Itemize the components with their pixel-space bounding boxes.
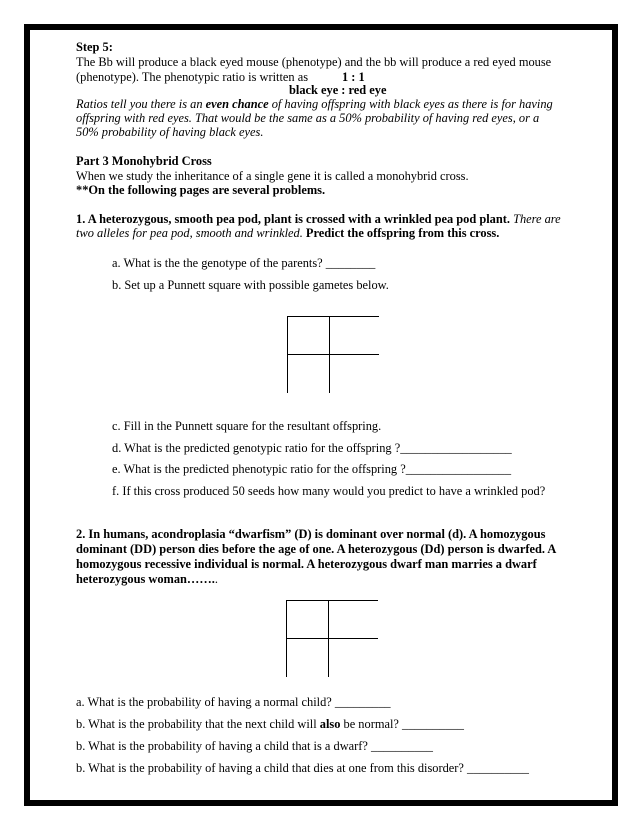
problem1-note-a: There are [509, 212, 561, 226]
punnett-square-2 [286, 600, 378, 678]
problem2-question-b-start: b. What is the probability that the next child will [76, 717, 320, 731]
punnett-1-top-line [287, 316, 379, 317]
problem2-question-b [76, 717, 464, 732]
punnett-2-center-line [328, 600, 329, 677]
punnett-square-1 [287, 316, 379, 394]
step5-ratio: 1 : 1 [342, 70, 365, 84]
step5-italic-text-a: Ratios tell you there is an [76, 97, 206, 111]
problem1-question-f: f. If this cross produced 50 seeds how many would you predict to have a wrinkled pod? [112, 484, 546, 498]
part3-line-1: When we study the inheritance of a single gene it is called a monohybrid cross. [76, 169, 469, 183]
step5-line-2 [76, 70, 308, 85]
step5-ratio-label: black eye : red eye [289, 83, 387, 97]
punnett-1-left-line [287, 316, 288, 393]
step5-italic-line-1 [76, 97, 553, 112]
problem2-line-1: 2. In humans, acondroplasia “dwarfism” (D) is dominant over normal (d). A homozygous [76, 527, 546, 541]
problem2-line-2: dominant (DD) person dies before the age of one. A heterozygous (Dd) person is dwarfed. A [76, 542, 557, 556]
problem1-question-a: a. What is the the genotype of the parents? ________ [112, 256, 376, 270]
problem1-question-b: b. Set up a Punnett square with possible gametes below. [112, 278, 389, 292]
problem2-line-3: homozygous recessive individual is normal. A heterozygous dwarf man marries a dwarf [76, 557, 537, 571]
problem1-question-c: c. Fill in the Punnett square for the resultant offspring. [112, 419, 382, 433]
problem1-line-2 [76, 226, 499, 241]
problem1-question-d: d. What is the predicted genotypic ratio for the offspring ?__________________ [112, 441, 512, 455]
problem2-statement-end: heterozygous woman……. [76, 572, 215, 586]
problem2-question-d: b. What is the probability of having a child that dies at one from this disorder? __________ [76, 761, 529, 775]
step5-heading: Step 5: [76, 40, 113, 54]
punnett-1-center-line [329, 316, 330, 393]
punnett-2-middle-line [286, 638, 378, 639]
problem2-line-4 [76, 572, 218, 587]
punnett-2-top-line [286, 600, 378, 601]
step5-italic-text-c: of having offspring with black eyes as there is for having [268, 97, 553, 111]
step5-italic-line-3: 50% probability of having black eyes. [76, 125, 264, 139]
even-chance-emphasis: even chance [205, 97, 269, 111]
problem2-question-b-end: be normal? __________ [340, 717, 464, 731]
step5-line-1: The Bb will produce a black eyed mouse (phenotype) and the bb will produce a red eyed mouse [76, 55, 552, 69]
punnett-2-left-line [286, 600, 287, 677]
problem1-line-1 [76, 212, 561, 227]
also-emphasis: also [319, 717, 341, 731]
problem2-trailing-period: . [214, 572, 218, 586]
step5-italic-line-2: offspring with red eyes. That would be the same as a 50% probability of having red eyes, or a [76, 111, 540, 125]
problem1-note-b: two alleles for pea pod, smooth and wrinkled. [76, 226, 303, 240]
punnett-1-middle-line [287, 354, 379, 355]
part3-heading: Part 3 Monohybrid Cross [76, 154, 212, 168]
problem1-statement: 1. A heterozygous, smooth pea pod, plant is crossed with a wrinkled pea pod plant. [76, 212, 510, 226]
problem2-question-c: b. What is the probability of having a child that is a dwarf? __________ [76, 739, 433, 753]
part3-line-2: **On the following pages are several problems. [76, 183, 326, 197]
step5-line-2-text: (phenotype). The phenotypic ratio is written as [76, 70, 309, 84]
problem1-instruction: Predict the offspring from this cross. [302, 226, 500, 240]
problem1-question-e: e. What is the predicted phenotypic ratio for the offspring ?_________________ [112, 462, 512, 476]
problem2-question-a: a. What is the probability of having a normal child? _________ [76, 695, 391, 709]
